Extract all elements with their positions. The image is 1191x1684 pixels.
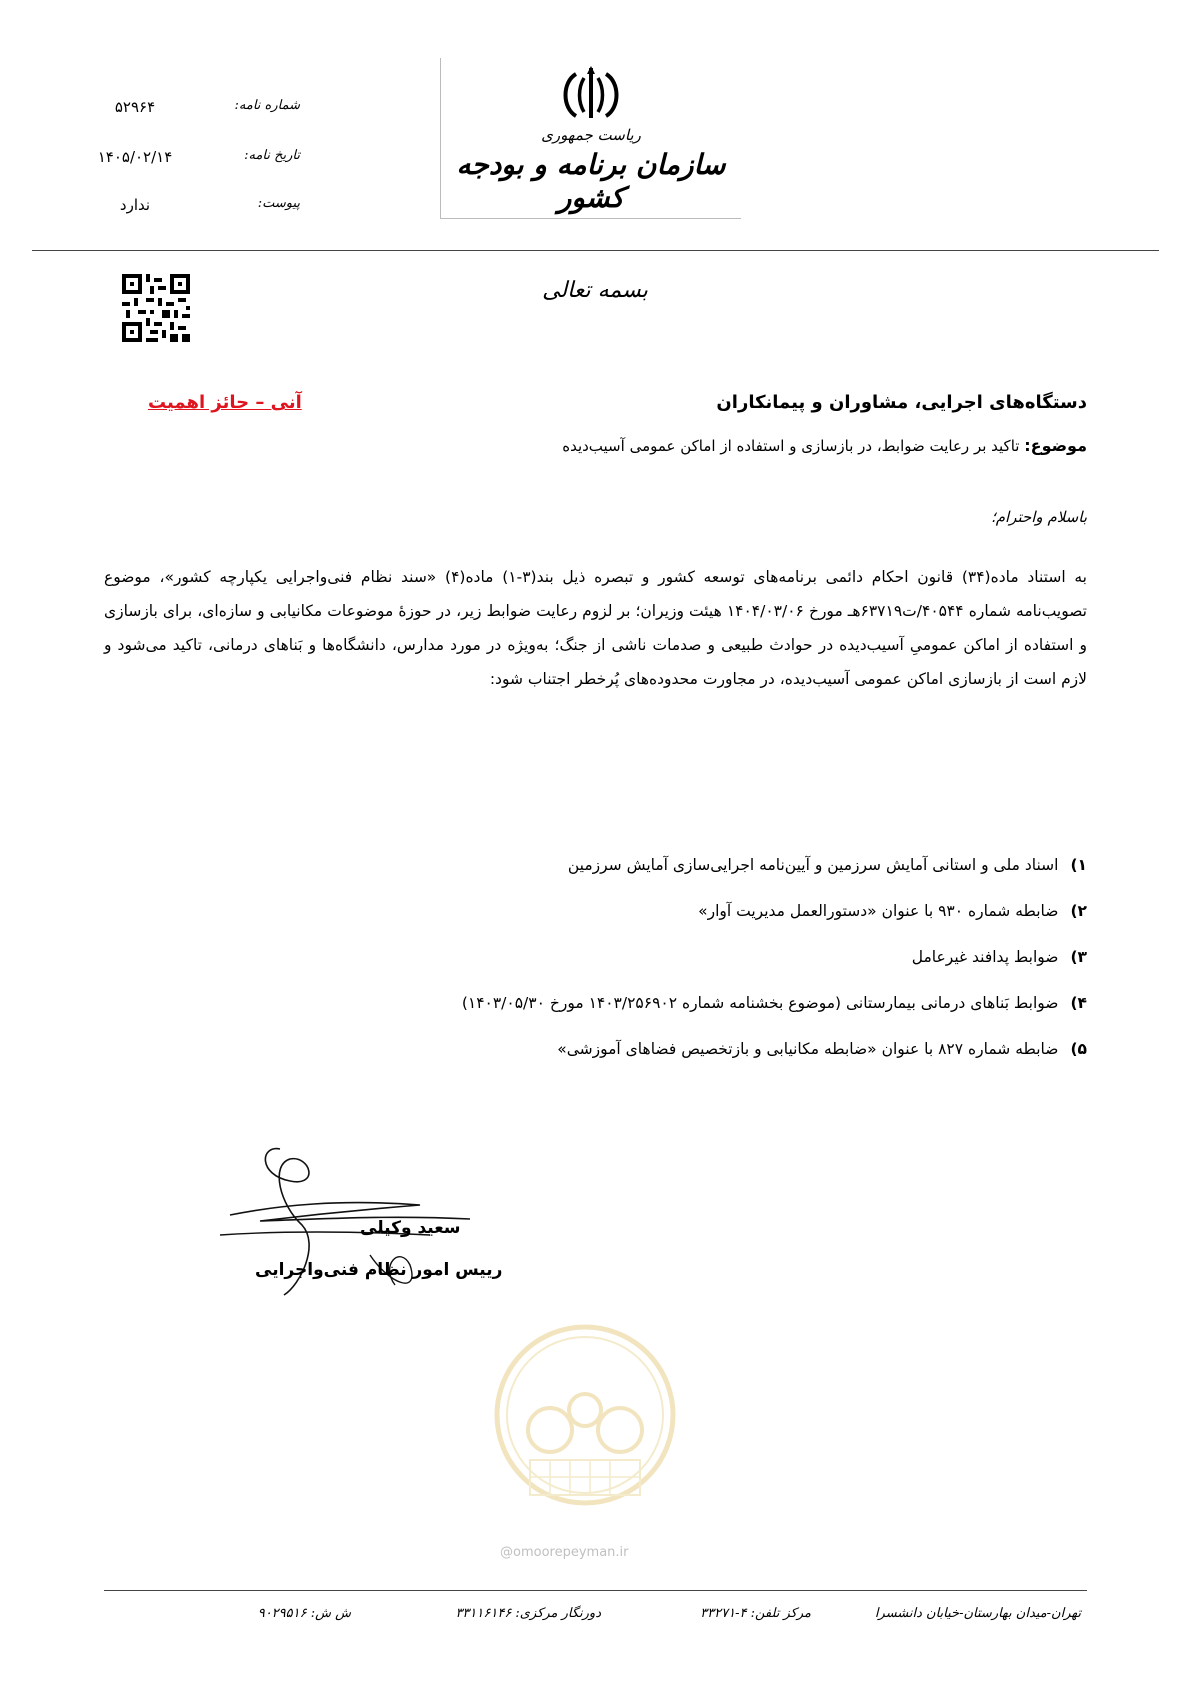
- list-item-text: ضابطه شماره ۸۲۷ با عنوان «ضابطه مکانیابی و بازتخصیص فضاهای آموزشی»: [557, 1040, 1059, 1058]
- header-divider: [32, 250, 1159, 251]
- letter-number: ۵۲۹۶۴: [114, 98, 156, 116]
- footer-divider: [104, 1590, 1087, 1591]
- attachment-label: پیوست:: [257, 196, 300, 211]
- iran-emblem-icon: [554, 66, 628, 126]
- salutation: باسلام واحترام؛: [990, 508, 1087, 526]
- list-item: [912, 948, 1087, 966]
- letter-number-label: شماره نامه:: [234, 98, 300, 113]
- letter-date: ۱۴۰۵/۰۲/۱۴: [97, 148, 173, 166]
- attachment-row: [70, 196, 300, 232]
- footer-address: تهران-میدان بهارستان-خیابان دانشسرا: [874, 1606, 1081, 1621]
- list-item-number: ۳): [1070, 948, 1087, 966]
- org-name: سازمان برنامه و بودجه کشور: [456, 148, 726, 214]
- org-subtitle: ریاست جمهوری: [541, 126, 641, 144]
- bismillah: بسمه تعالی: [542, 278, 648, 303]
- subject-text: تاکید بر رعایت ضوابط، در بازسازی و استفاده از اماکن عمومی آسیب‌دیده: [562, 437, 1020, 455]
- list-item-number: ۵): [1070, 1040, 1087, 1058]
- list-item: [698, 902, 1087, 920]
- watermark-seal-icon: [490, 1320, 680, 1530]
- list-item: [557, 1040, 1087, 1058]
- footer-fax: دورنگار مرکزی: ۳۳۱۱۶۱۴۶: [455, 1606, 601, 1621]
- letter-number-row: [70, 98, 300, 134]
- watermark-url: @omoorepeyman.ir: [500, 1545, 629, 1560]
- qr-code-icon: [122, 274, 190, 342]
- urgency-badge: آنی – حائز اهمیت: [148, 392, 302, 413]
- signer-name: سعید وکیلی: [360, 1218, 461, 1238]
- list-item-text: ضوابط پدافند غیرعامل: [911, 948, 1059, 966]
- date-row: [70, 148, 300, 184]
- footer-postal: ش ش: ۹۰۲۹۵۱۶: [257, 1606, 351, 1621]
- list-item: [568, 856, 1087, 874]
- subject-label: موضوع:: [1024, 436, 1087, 455]
- org-header: [440, 58, 741, 219]
- list-item: [462, 994, 1087, 1012]
- list-item-text: ضوابط بَناهای درمانی بیمارستانی (موضوع بخشنامه شماره ۱۴۰۳/۲۵۶۹۰۲ مورخ ۱۴۰۳/۰۵/۳۰): [461, 994, 1059, 1012]
- attachment-value: ندارد: [119, 196, 151, 214]
- list-item-number: ۴): [1070, 994, 1087, 1012]
- footer-phone: مرکز تلفن: ۴-۳۳۲۷۱: [700, 1606, 811, 1621]
- recipient: دستگاه‌های اجرایی، مشاوران و پیمانکاران: [716, 392, 1087, 413]
- list-item-text: اسناد ملی و استانی آمایش سرزمین و آیین‌نامه اجرایی‌سازی آمایش سرزمین: [567, 856, 1059, 874]
- subject-line: [562, 436, 1087, 455]
- signer-title: رییس امور نظام فنی‌واجرایی: [255, 1260, 503, 1280]
- list-item-number: ۱): [1070, 856, 1087, 874]
- list-item-number: ۲): [1070, 902, 1087, 920]
- body-paragraph: به استناد ماده(۳۴) قانون احکام دائمی برنامه‌های توسعه کشور و تبصره ذیل بند(۳-۱) ماده(۴) «سند نظام فنی‌واجرایی یکپارچه کشور»، موضوع تصویب‌نامه شماره ۴۰۵۴۴/ت۶۳۷۱۹هـ مورخ ۱۴۰۴/۰۳/۰۶ هیئت وزیران؛ بر لزوم رعایت ضوابط زیر، در حوزۀ موضوعات مکانیابی و سازه‌ای، برای بازسازی و استفاده از اماکن عمومیِ آسیب‌دیده در حوادث طبیعی و صدمات ناشی از جنگ؛ به‌ویژه در مورد مدارس، دانشگاه‌ها و بَناهای درمانی، تاکید می‌شود و لازم است از بازسازی اماکن عمومی آسیب‌دیده، در مجاورت محدوده‌های پُرخطر اجتناب شود:: [104, 568, 1087, 688]
- date-label: تاریخ نامه:: [244, 148, 300, 163]
- list-item-text: ضابطه شماره ۹۳۰ با عنوان «دستورالعمل مدیریت آوار»: [698, 902, 1059, 920]
